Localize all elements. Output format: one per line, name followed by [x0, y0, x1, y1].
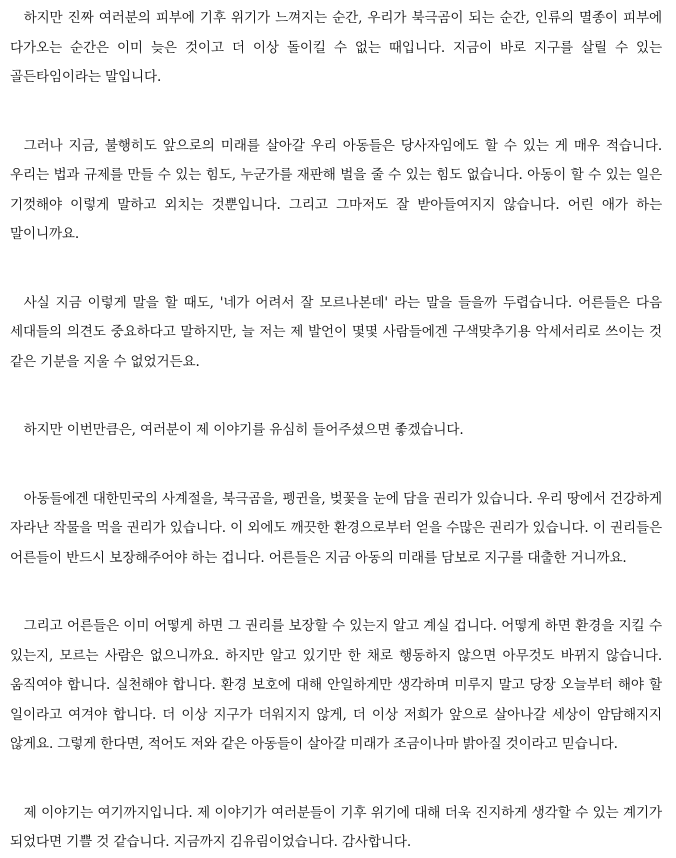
paragraph-3: 사실 지금 이렇게 말을 할 때도, '네가 어려서 잘 모르나본데' 라는 말을 들을까 두렵습니다. 어른들은 다음 세대들의 의견도 중요하다고 말하지만, 늘 저는 제 발언이 몇몇 사람들에겐 구색맞추기용 악세서리로 쓰이는 것 같은 기분을 지울 수 없었거든요. — [10, 294, 662, 370]
paragraph-2: 그러나 지금, 불행히도 앞으로의 미래를 살아갈 우리 아동들은 당사자임에도 할 수 있는 게 매우 적습니다. 우리는 법과 규제를 만들 수 있는 힘도, 누군가를 재판해 벌을 줄 수 있는 힘도 없습니다. 아동이 할 수 있는 일은 기껏해야 이렇게 말하고 외치는 것뿐입니다. 그리고 그마저도 잘 받아들여지지 않습니다. 어린 애가 하는 말이니까요. — [10, 137, 662, 242]
paragraph-6: 그리고 어른들은 이미 어떻게 하면 그 권리를 보장할 수 있는지 알고 계실 겁니다. 어떻게 하면 환경을 지킬 수 있는지, 모르는 사람은 없으니까요. 하지만 알고 있기만 한 채로 행동하지 않으면 아무것도 바뀌지 않습니다. 움직여야 합니다. 실천해야 합니다. 환경 보호에 대해 안일하게만 생각하며 미루지 말고 당장 오늘부터 해야 할 일이라고 여겨야 합니다. 더 이상 지구가 더워지지 않게, 더 이상 저희가 앞으로 살아나갈 세상이 암담해지지 않게요. 그렇게 한다면, 적어도 저와 같은 아동들이 살아갈 미래가 조금이나마 밝아질 것이라고 믿습니다. — [10, 618, 662, 752]
paragraph-5: 아동들에겐 대한민국의 사계절을, 북극곰을, 펭귄을, 벚꽃을 눈에 담을 권리가 있습니다. 우리 땅에서 건강하게 자라난 작물을 먹을 권리가 있습니다. 이 외에도 깨끗한 환경으로부터 얻을 수많은 권리가 있습니다. 이 권리들은 어른들이 반드시 보장해주어야 하는 겁니다. 어른들은 지금 아동의 미래를 담보로 지구를 대출한 거니까요. — [10, 490, 662, 566]
paragraph-7: 제 이야기는 여기까지입니다. 제 이야기가 여러분들이 기후 위기에 대해 더욱 진지하게 생각할 수 있는 계기가 되었다면 기쁠 것 같습니다. 지금까지 김유림이었습니다. 감사합니다. — [10, 804, 662, 850]
paragraph-4: 하지만 이번만큼은, 여러분이 제 이야기를 유심히 들어주셨으면 좋겠습니다. — [23, 422, 464, 438]
paragraph-1: 하지만 진짜 여러분의 피부에 기후 위기가 느껴지는 순간, 우리가 북극곰이 되는 순간, 인류의 멸종이 피부에 다가오는 순간은 이미 늦은 것이고 더 이상 돌이킬 수 없는 때입니다. 지금이 바로 지구를 살릴 수 있는 골든타임이라는 말입니다. — [10, 10, 662, 85]
